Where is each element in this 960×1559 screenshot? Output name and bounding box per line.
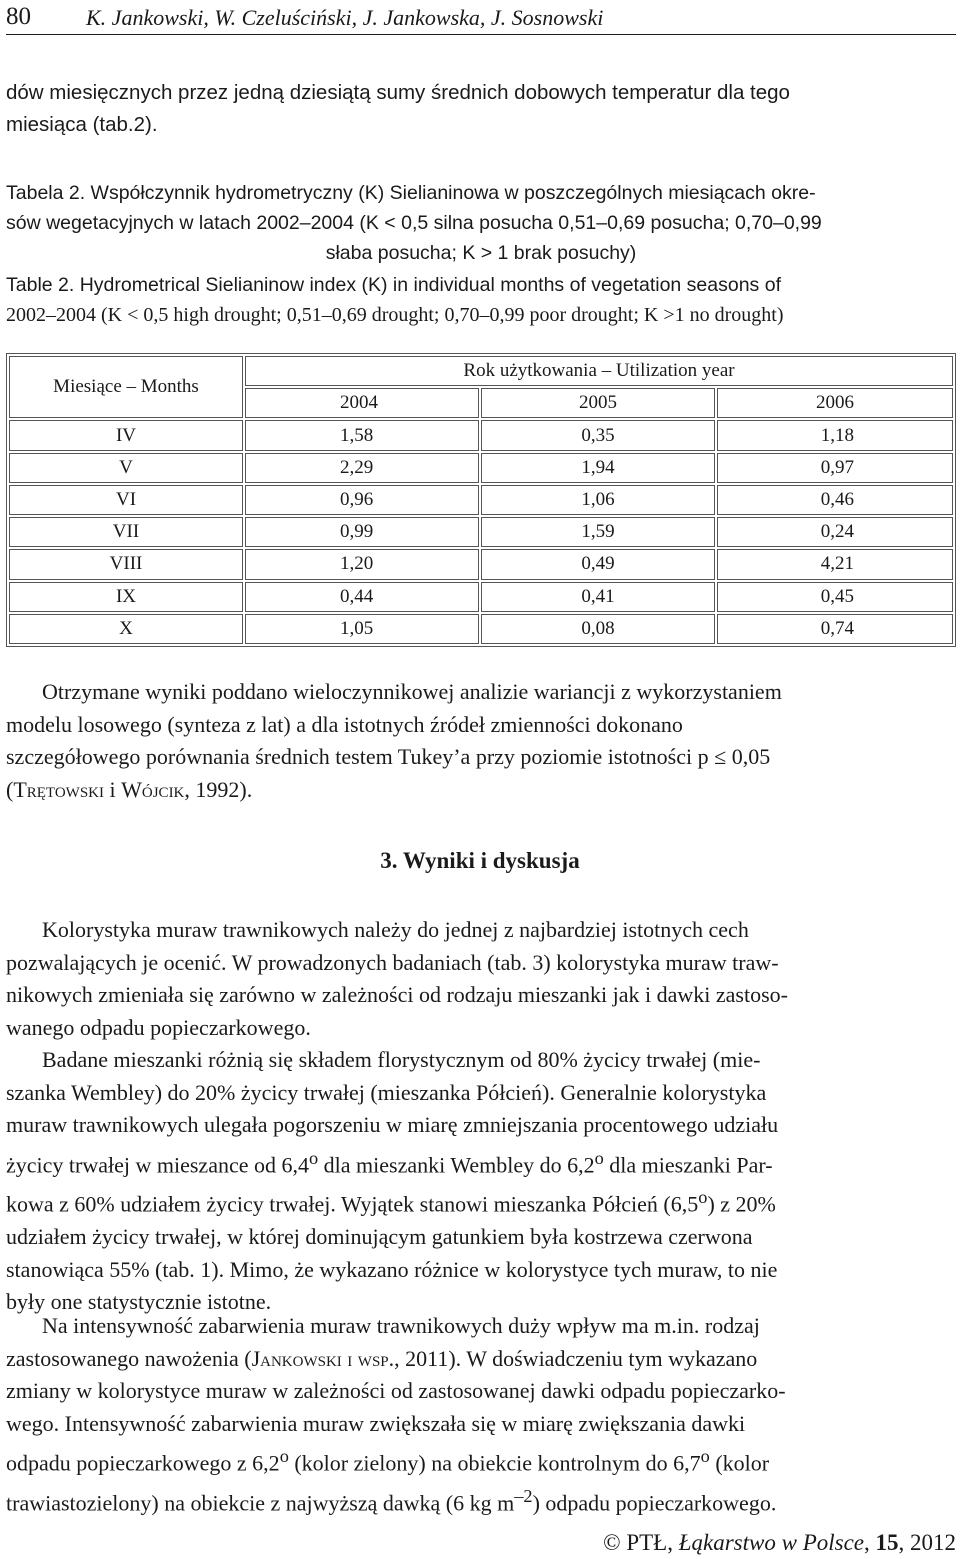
text-fragment: dla mieszanki Par- bbox=[603, 1151, 773, 1177]
text-fragment: i bbox=[104, 776, 122, 802]
value-cell-2005: 1,94 bbox=[481, 453, 715, 483]
value-cell-2006: 1,18 bbox=[717, 420, 953, 450]
table-row bbox=[9, 614, 953, 644]
month-cell: VI bbox=[9, 485, 243, 515]
footer-separator: , bbox=[864, 1530, 876, 1555]
degree-mark: o bbox=[698, 1187, 708, 1208]
year-header-cell: 2004 bbox=[245, 388, 479, 418]
paragraph-line: Otrzymane wyniki poddano wieloczynnikowej analizie wariancji z wykorzystaniem bbox=[42, 679, 782, 704]
paragraph-line: Badane mieszanki różnią się składem florystycznym od 80% życicy trwałej (mie- bbox=[42, 1047, 761, 1072]
text-fragment: ) z 20% bbox=[707, 1191, 776, 1217]
value-cell-2004: 1,05 bbox=[245, 614, 479, 644]
month-cell: IV bbox=[9, 420, 243, 450]
value-cell-2005: 1,06 bbox=[481, 485, 715, 515]
paragraph-line: nikowych zmieniała się zarówno w zależności od rodzaju mieszanki jak i dawki zastoso- bbox=[6, 982, 788, 1007]
table-row bbox=[9, 485, 953, 515]
degree-mark: o bbox=[594, 1147, 604, 1168]
paragraph-line: muraw trawnikowych ulegała pogorszeniu w miarę zmniejszania procentowego udziału bbox=[6, 1112, 779, 1137]
caption-line: Table 2. Hydrometrical Sielianinow index (K) in individual months of vegetation seasons of bbox=[6, 274, 781, 296]
text-fragment: , 1992). bbox=[184, 776, 253, 802]
value-cell-2005: 0,49 bbox=[481, 549, 715, 579]
degree-mark: o bbox=[279, 1446, 289, 1466]
running-header bbox=[6, 2, 956, 35]
footer-year: , 2012 bbox=[898, 1530, 956, 1555]
year-header-cell: 2006 bbox=[717, 388, 953, 418]
paragraph-line: stanowiąca 55% (tab. 1). Mimo, że wykazano różnice w kolorystyce tych muraw, to nie bbox=[6, 1256, 778, 1282]
paragraph-line: Na intensywność zabarwienia muraw trawnikowych duży wpływ ma m.in. rodzaj bbox=[42, 1313, 760, 1338]
citation-author: Jankowski i wsp. bbox=[251, 1345, 395, 1371]
value-cell-2006: 0,74 bbox=[717, 614, 953, 644]
text-fragment: trawiastozielony) na obiekcie z najwyższą dawką (6 kg m bbox=[6, 1490, 515, 1516]
footer-journal: Łąkarstwo w Polsce bbox=[678, 1530, 864, 1555]
value-cell-2006: 0,24 bbox=[717, 517, 953, 547]
paragraph-line: udziałem życicy trwałej, w której dominującym gatunkiem była kostrzewa czerwona bbox=[6, 1224, 753, 1250]
paragraph-line: wanego odpadu popieczarkowego. bbox=[6, 1014, 311, 1040]
paragraph-line: szczegółowego porównania średnich testem Tukey’a przy poziomie istotności p ≤ 0,05 bbox=[6, 744, 771, 769]
paragraph-line: pozwalających je ocenić. W prowadzonych badaniach (tab. 3) kolorystyka muraw traw- bbox=[6, 949, 779, 975]
year-group-header-cell: Rok użytkowania – Utilization year bbox=[245, 356, 953, 386]
month-cell: IX bbox=[9, 582, 243, 612]
table-caption-en bbox=[6, 270, 956, 330]
page-footer bbox=[603, 1528, 956, 1558]
value-cell-2006: 0,45 bbox=[717, 582, 953, 612]
value-cell-2006: 0,46 bbox=[717, 485, 953, 515]
results-paragraph-1 bbox=[6, 914, 956, 1044]
value-cell-2005: 0,08 bbox=[481, 614, 715, 644]
paragraph-line bbox=[6, 1440, 956, 1480]
intro-text bbox=[6, 77, 956, 141]
value-cell-2004: 0,96 bbox=[245, 485, 479, 515]
table-row bbox=[9, 549, 953, 579]
table-caption-pl bbox=[6, 178, 956, 268]
degree-mark: o bbox=[700, 1446, 710, 1466]
table-row bbox=[9, 453, 953, 483]
text-fragment: ( bbox=[6, 776, 14, 802]
paragraph-line bbox=[6, 1480, 956, 1520]
month-cell: X bbox=[9, 614, 243, 644]
table-row bbox=[9, 517, 953, 547]
value-cell-2005: 1,59 bbox=[481, 517, 715, 547]
month-cell: VII bbox=[9, 517, 243, 547]
results-paragraph-2 bbox=[6, 1044, 956, 1319]
text-fragment: ) odpadu popieczarkowego. bbox=[532, 1490, 777, 1516]
month-cell: VIII bbox=[9, 549, 243, 579]
footer-volume: 15 bbox=[875, 1530, 899, 1555]
page-number: 80 bbox=[6, 3, 31, 30]
paragraph-line bbox=[6, 774, 956, 807]
intro-line: miesiąca (tab.2). bbox=[6, 113, 158, 136]
value-cell-2004: 0,99 bbox=[245, 517, 479, 547]
footer-copyright: © PTŁ, bbox=[603, 1530, 679, 1555]
hydrometric-index-table bbox=[6, 353, 956, 647]
citation-author: Trętowski bbox=[13, 776, 104, 802]
table-row bbox=[9, 582, 953, 612]
year-header-cell: 2005 bbox=[481, 388, 715, 418]
paragraph-line: zmiany w kolorystyce muraw w zależności od zastosowanej dawki odpadu popieczarko- bbox=[6, 1378, 786, 1403]
value-cell-2006: 4,21 bbox=[717, 549, 953, 579]
caption-line: Tabela 2. Współczynnik hydrometryczny (K) Sielianinowa w poszczególnych miesiącach okre- bbox=[6, 182, 816, 204]
month-cell: V bbox=[9, 453, 243, 483]
text-fragment: życicy trwałej w mieszance od 6,4 bbox=[6, 1151, 309, 1177]
caption-line: 2002–2004 (K < 0,5 high drought; 0,51–0,69 drought; 0,70–0,99 poor drought; K >1 no drought) bbox=[6, 304, 784, 326]
running-authors: K. Jankowski, W. Czeluściński, J. Jankowska, J. Sosnowski bbox=[86, 5, 604, 30]
value-cell-2004: 2,29 bbox=[245, 453, 479, 483]
text-fragment: (kolor zielony) na obiekcie kontrolnym do 6,7 bbox=[288, 1450, 701, 1476]
text-fragment: kowa z 60% udziałem życicy trwałej. Wyjątek stanowi mieszanka Półcień (6,5 bbox=[6, 1191, 699, 1217]
paragraph-line: szanka Wembley) do 20% życicy trwałej (mieszanka Półcień). Generalnie kolorystyka bbox=[6, 1079, 767, 1105]
section-heading: 3. Wyniki i dyskusja bbox=[380, 848, 580, 873]
caption-line: słaba posucha; K > 1 brak posuchy) bbox=[325, 242, 637, 264]
text-fragment: zastosowanego nawożenia ( bbox=[6, 1345, 252, 1371]
value-cell-2004: 1,20 bbox=[245, 549, 479, 579]
paragraph-line: Kolorystyka muraw trawnikowych należy do jednej z najbardziej istotnych cech bbox=[42, 917, 749, 942]
paragraph-line: były one statystycznie istotne. bbox=[6, 1289, 272, 1315]
text-fragment: (kolor bbox=[709, 1450, 770, 1476]
table-body bbox=[9, 420, 953, 644]
value-cell-2004: 1,58 bbox=[245, 420, 479, 450]
citation-author: Wójcik bbox=[121, 776, 185, 802]
degree-mark: o bbox=[308, 1147, 319, 1168]
table-row bbox=[9, 420, 953, 450]
text-fragment: dla mieszanki Wembley do 6,2 bbox=[318, 1151, 595, 1177]
paragraph-line bbox=[6, 1181, 956, 1221]
paragraph-line: modelu losowego (synteza z lat) a dla istotnych źródeł zmienności dokonano bbox=[6, 711, 683, 737]
text-fragment: , 2011). W doświadczeniu tym wykazano bbox=[394, 1345, 758, 1371]
results-paragraph-3 bbox=[6, 1310, 956, 1520]
paragraph-line bbox=[6, 1343, 956, 1376]
table-header-row bbox=[9, 356, 953, 386]
methods-paragraph bbox=[6, 676, 956, 806]
paragraph-line: wego. Intensywność zabarwienia muraw zwiększała się w miarę zwiększania dawki bbox=[6, 1410, 746, 1436]
text-fragment: odpadu popieczarkowego z 6,2 bbox=[6, 1450, 280, 1476]
value-cell-2005: 0,41 bbox=[481, 582, 715, 612]
paragraph-line bbox=[6, 1142, 956, 1182]
intro-line: dów miesięcznych przez jedną dziesiątą sumy średnich dobowych temperatur dla tego bbox=[6, 81, 790, 104]
value-cell-2005: 0,35 bbox=[481, 420, 715, 450]
caption-line: sów wegetacyjnych w latach 2002–2004 (K < 0,5 silna posucha 0,51–0,69 posucha; 0,70–0,99 bbox=[6, 212, 822, 234]
exponent: –2 bbox=[514, 1485, 533, 1506]
month-header-cell: Miesiące – Months bbox=[9, 356, 243, 418]
value-cell-2006: 0,97 bbox=[717, 453, 953, 483]
value-cell-2004: 0,44 bbox=[245, 582, 479, 612]
